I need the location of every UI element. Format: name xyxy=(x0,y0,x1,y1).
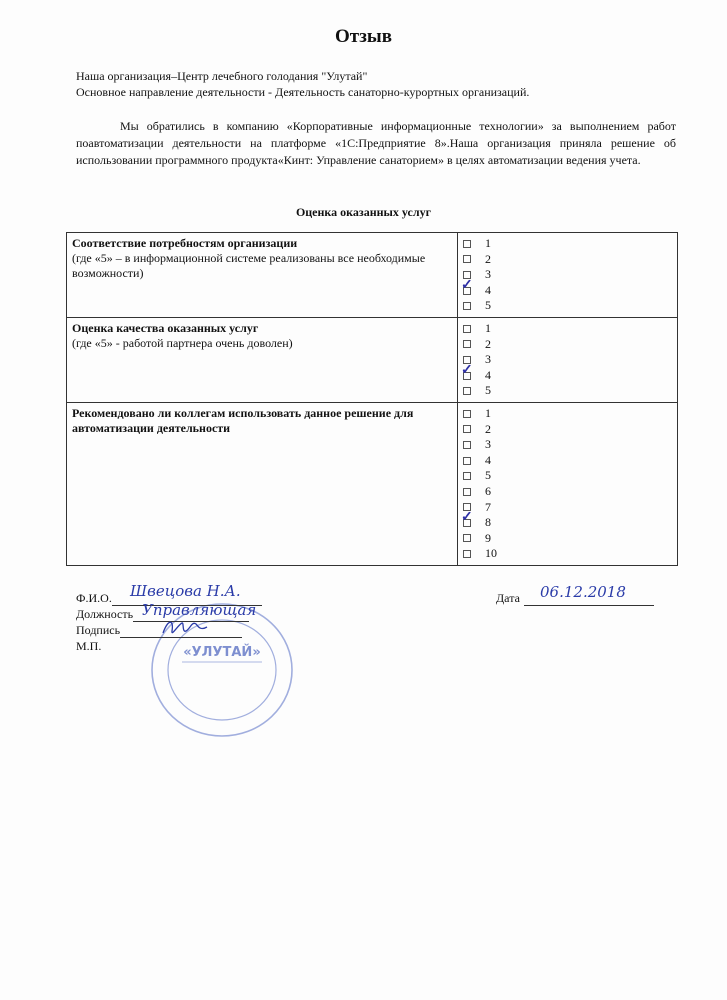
organization-info xyxy=(76,68,529,100)
checkbox-icon[interactable] xyxy=(463,472,471,480)
rating-option[interactable] xyxy=(463,337,672,353)
stamp-center-text: «УЛУТАЙ» xyxy=(183,645,261,660)
question-title: Оценка качества оказанных услуг xyxy=(72,320,259,335)
checked-checkbox-icon[interactable] xyxy=(463,519,471,527)
rating-option[interactable] xyxy=(463,468,672,484)
rating-option-label: 2 xyxy=(485,421,491,436)
rating-option-label: 3 xyxy=(485,437,491,452)
evaluation-table xyxy=(66,232,678,566)
rating-option[interactable] xyxy=(463,453,672,469)
rating-option[interactable] xyxy=(463,383,672,399)
intro-paragraph: Мы обратились в компанию «Корпоративные информационные технологии» за выполнением работ поавтоматизации деятельности на платформе «1С:Предприятие 8».Наша организация приняла решение об использовании программного продукта«Кинт: Управление санаторием» в целях автоматизации ведения учета. xyxy=(76,119,676,167)
rating-option[interactable] xyxy=(463,352,672,368)
rating-option-label: 1 xyxy=(485,405,491,420)
rating-option[interactable] xyxy=(463,531,672,547)
rating-option-label: 1 xyxy=(485,320,491,335)
checkbox-icon[interactable] xyxy=(463,550,471,558)
question-cell xyxy=(67,233,458,318)
date-handwritten: 06.12.2018 xyxy=(540,583,626,601)
rating-option-label: 4 xyxy=(485,282,491,297)
rating-option[interactable] xyxy=(463,484,672,500)
evaluation-row xyxy=(67,233,678,318)
rating-option-label: 3 xyxy=(485,352,491,367)
rating-option[interactable] xyxy=(463,368,672,384)
checkbox-icon[interactable] xyxy=(463,302,471,310)
rating-option[interactable] xyxy=(463,515,672,531)
rating-option[interactable] xyxy=(463,298,672,314)
checkbox-icon[interactable] xyxy=(463,325,471,333)
checkbox-icon[interactable] xyxy=(463,457,471,465)
checkbox-icon[interactable] xyxy=(463,387,471,395)
rating-option[interactable] xyxy=(463,283,672,299)
evaluation-title: Оценка оказанных услуг xyxy=(295,205,432,219)
organization-activity: Основное направление деятельности - Деятельность санаторно-курортных организаций. xyxy=(76,85,530,99)
stamp-row xyxy=(76,638,262,654)
rating-option-label: 2 xyxy=(485,336,491,351)
rating-option[interactable] xyxy=(463,500,672,516)
options-cell xyxy=(458,317,678,402)
rating-option[interactable] xyxy=(463,546,672,562)
rating-option-label: 4 xyxy=(485,367,491,382)
question-note: (где «5» - работой партнера очень доволен) xyxy=(72,335,293,350)
rating-option[interactable] xyxy=(463,422,672,438)
rating-option-label: 7 xyxy=(485,499,491,514)
options-cell xyxy=(458,402,678,565)
fio-handwritten: Швецова Н.А. xyxy=(130,582,241,600)
rating-option[interactable] xyxy=(463,252,672,268)
rating-option-label: 8 xyxy=(485,515,491,530)
checkbox-icon[interactable] xyxy=(463,441,471,449)
checkbox-icon[interactable] xyxy=(463,425,471,433)
rating-option-label: 4 xyxy=(485,452,491,467)
checked-checkbox-icon[interactable] xyxy=(463,287,471,295)
checked-checkbox-icon[interactable] xyxy=(463,372,471,380)
sign-label: Подпись xyxy=(76,623,121,637)
evaluation-row xyxy=(67,402,678,565)
checkbox-icon[interactable] xyxy=(463,255,471,263)
rating-option[interactable] xyxy=(463,321,672,337)
organization-name: Наша организация–Центр лечебного голодания "Улутай" xyxy=(76,69,368,83)
rating-option[interactable] xyxy=(463,236,672,252)
stamp-label: М.П. xyxy=(76,639,102,653)
question-cell xyxy=(67,317,458,402)
rating-option-label: 2 xyxy=(485,251,491,266)
fio-label: Ф.И.О. xyxy=(76,591,112,605)
evaluation-row xyxy=(67,317,678,402)
rating-option[interactable] xyxy=(463,406,672,422)
position-handwritten: Управляющая xyxy=(142,601,257,619)
checkbox-icon[interactable] xyxy=(463,534,471,542)
rating-option-label: 5 xyxy=(485,383,491,398)
document-title: Отзыв xyxy=(334,26,393,47)
question-cell xyxy=(67,402,458,565)
checkbox-icon[interactable] xyxy=(463,410,471,418)
rating-option-label: 10 xyxy=(485,546,497,561)
checkbox-icon[interactable] xyxy=(463,240,471,248)
position-label: Должность xyxy=(76,607,134,621)
rating-option-label: 5 xyxy=(485,298,491,313)
rating-option[interactable] xyxy=(463,437,672,453)
date-label: Дата xyxy=(496,591,520,605)
rating-option-label: 9 xyxy=(485,530,491,545)
handwritten-signature-icon xyxy=(160,615,210,639)
rating-option[interactable] xyxy=(463,267,672,283)
rating-option-label: 1 xyxy=(485,236,491,250)
checkbox-icon[interactable] xyxy=(463,488,471,496)
question-title: Рекомендовано ли коллегам использовать данное решение для автоматизации деятельности xyxy=(72,405,414,435)
rating-option-label: 3 xyxy=(485,267,491,282)
rating-option-label: 6 xyxy=(485,483,491,498)
rating-option-label: 5 xyxy=(485,468,491,483)
options-cell xyxy=(458,233,678,318)
question-note: (где «5» – в информационной системе реализованы все необходимые возможности) xyxy=(72,251,426,280)
checkbox-icon[interactable] xyxy=(463,340,471,348)
question-title: Соответствие потребностям организации xyxy=(72,236,298,250)
